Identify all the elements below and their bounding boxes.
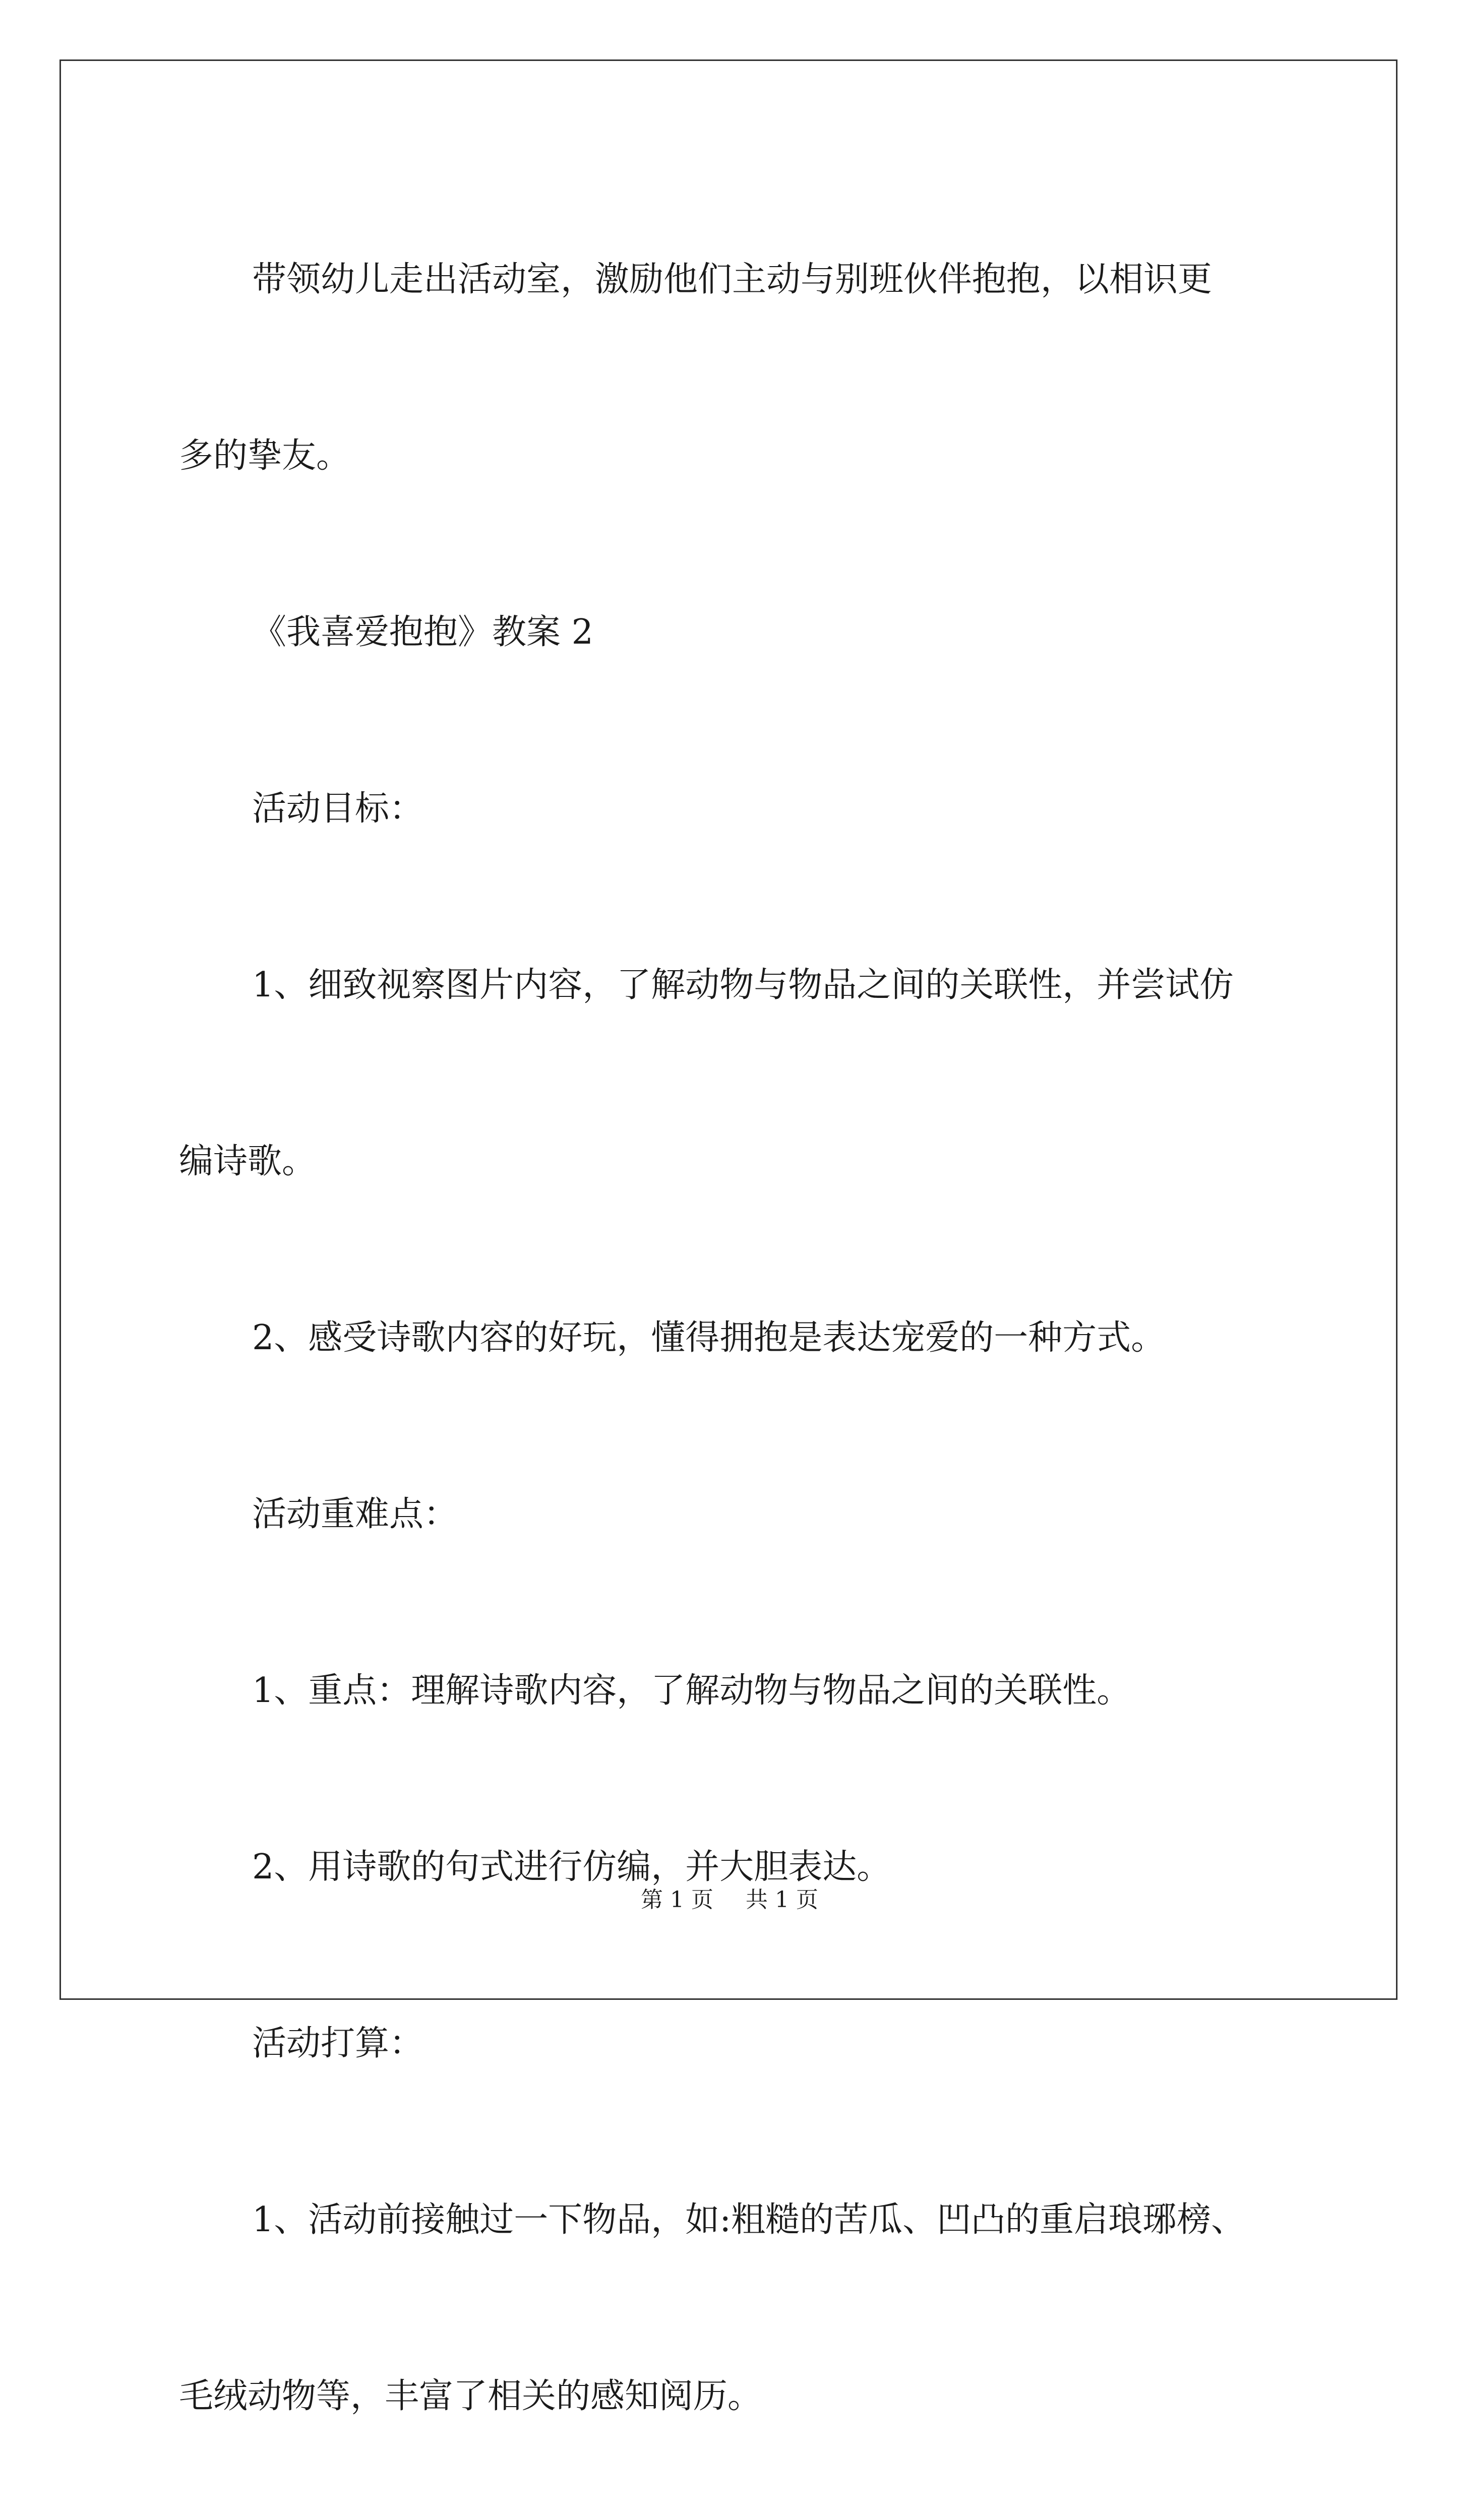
text-line: 带领幼儿走出活动室，激励他们主动与别班伙伴抱抱，以相识更	[252, 260, 1212, 299]
text-line: 编诗歌。	[179, 1142, 317, 1181]
text-line: 1、重点：理解诗歌内容，了解动物与物品之间的关联性。	[252, 1671, 1131, 1711]
section-heading-key-points: 活动重难点：	[252, 1494, 458, 1534]
lesson-plan-title: 《我喜爱抱抱》教案 2	[252, 612, 593, 652]
page-number-current: 第 1 页	[641, 1887, 713, 1913]
section-heading-goals: 活动目标：	[252, 789, 424, 829]
section-heading-preparation: 活动打算：	[252, 2024, 424, 2063]
text-line: 2、用诗歌的句式进行仿编，并大胆表达。	[252, 1847, 891, 1887]
text-line: 1、细致视察图片内容，了解动物与物品之间的关联性，并尝试仿	[252, 965, 1234, 1005]
document-body	[179, 192, 1288, 2520]
page-number-total: 共 1 页	[746, 1887, 818, 1913]
text-line: 2、感受诗歌内容的好玩，懂得拥抱是表达宠爱的一种方式。	[252, 1318, 1166, 1358]
text-line: 多的挚友。	[179, 436, 351, 476]
text-line: 1、活动前接触过一下物品，如:粗糙的苦瓜、凹凸的重启琅琊榜、	[252, 2200, 1246, 2240]
text-line: 毛绒动物等，丰富了相关的感知阅历。	[179, 2376, 762, 2416]
page-footer	[0, 1887, 1459, 1913]
paragraph-list	[179, 192, 1288, 2520]
